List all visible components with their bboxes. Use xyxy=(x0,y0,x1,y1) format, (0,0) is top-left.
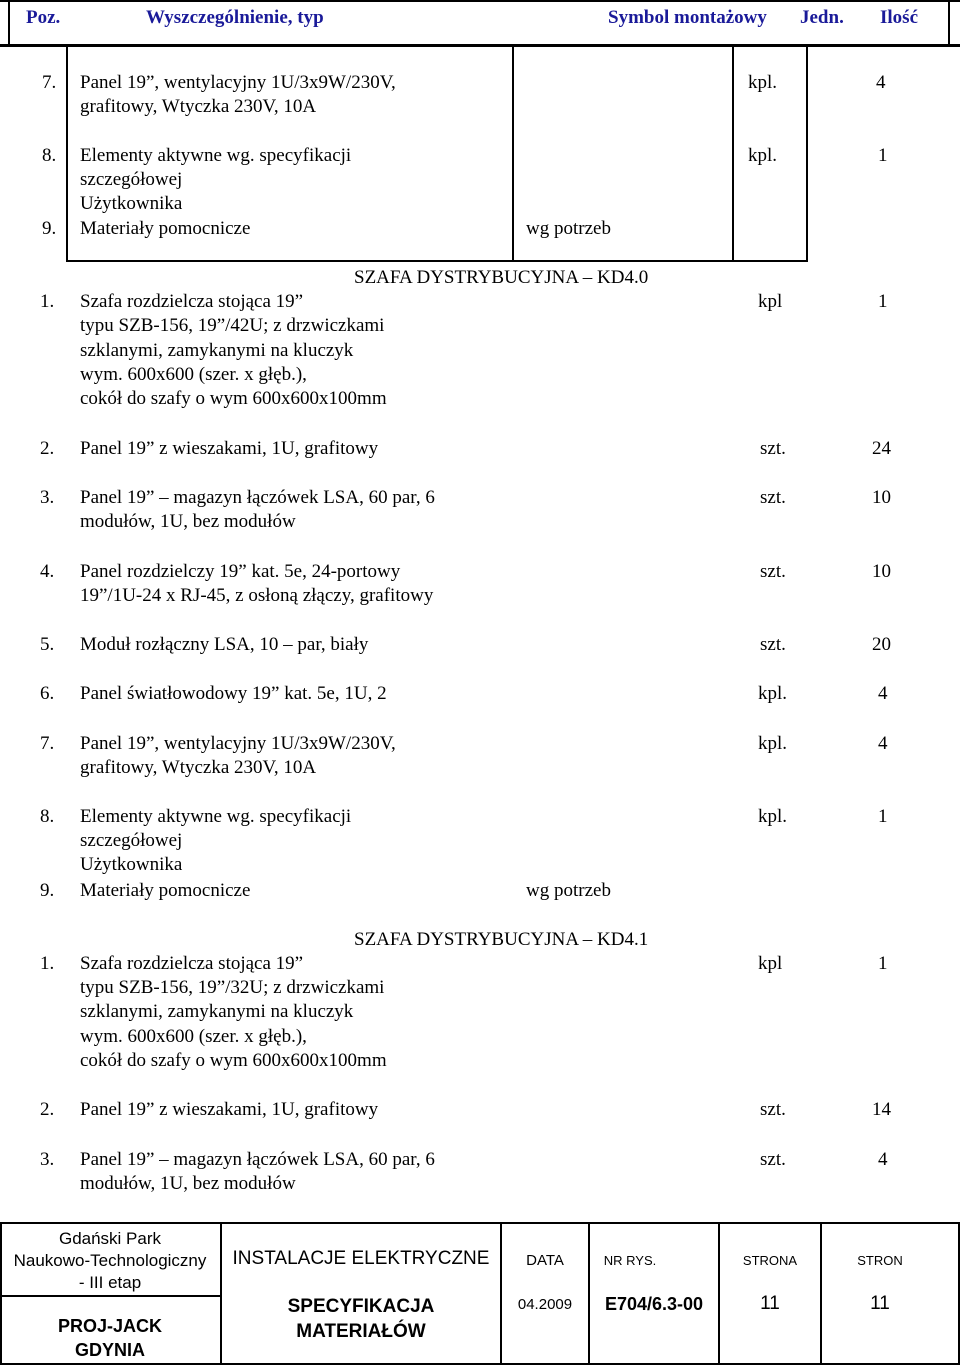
section-title: SZAFA DYSTRYBUCYJNA – KD4.1 xyxy=(354,929,649,950)
drawing-number-value: E704/6.3-00 xyxy=(604,1294,704,1314)
row-qty: 20 xyxy=(872,634,891,655)
row-description-line: wym. 600x600 (szer. x głęb.), xyxy=(80,364,307,385)
company-name-line: PROJ-JACK xyxy=(57,1316,163,1336)
row-unit: szt. xyxy=(760,1149,786,1170)
row-description-line: Panel rozdzielczy 19” kat. 5e, 24-portowy xyxy=(80,561,401,582)
row-qty: 4 xyxy=(878,683,888,704)
header-unit: Jedn. xyxy=(800,7,844,28)
row-number: 9. xyxy=(42,218,57,239)
row-description-line: Materiały pomocnicze xyxy=(80,880,251,901)
row-qty: 4 xyxy=(876,72,886,93)
row-description-line: Użytkownika xyxy=(80,193,183,214)
row-qty: 1 xyxy=(878,145,888,166)
row-description-line: szczegółowej xyxy=(80,830,183,851)
row-unit: szt. xyxy=(760,1099,786,1120)
document-title-line: SPECYFIKACJA xyxy=(287,1296,435,1317)
row-symbol: wg potrzeb xyxy=(526,880,611,901)
page-label: STRONA xyxy=(742,1253,798,1268)
row-description-line: Elementy aktywne wg. specyfikacji xyxy=(80,806,352,827)
row-number: 1. xyxy=(40,953,55,974)
row-description-line: grafitowy, Wtyczka 230V, 10A xyxy=(80,96,317,117)
row-unit: szt. xyxy=(760,487,786,508)
date-label: DATA xyxy=(526,1252,564,1269)
row-number: 2. xyxy=(40,438,55,459)
row-description-line: szklanymi, zamykanymi na kluczyk xyxy=(80,1001,354,1022)
row-description-line: Materiały pomocnicze xyxy=(80,218,251,239)
row-description-line: Panel 19”, wentylacyjny 1U/3x9W/230V, xyxy=(80,72,396,93)
row-qty: 1 xyxy=(878,953,888,974)
row-unit: kpl. xyxy=(758,806,788,827)
row-number: 6. xyxy=(40,683,55,704)
row-unit: kpl. xyxy=(748,72,778,93)
row-number: 2. xyxy=(40,1099,55,1120)
row-description-line: Moduł rozłączny LSA, 10 – par, biały xyxy=(80,634,369,655)
row-description-line: Panel 19” – magazyn łączówek LSA, 60 par, 6 xyxy=(80,487,435,508)
row-number: 7. xyxy=(40,733,55,754)
total-pages-value: 11 xyxy=(870,1293,890,1314)
row-symbol: wg potrzeb xyxy=(526,218,611,239)
row-description-line: Elementy aktywne wg. specyfikacji xyxy=(80,145,352,166)
row-number: 8. xyxy=(40,806,55,827)
document-title-line: MATERIAŁÓW xyxy=(296,1321,426,1342)
org-name xyxy=(0,1228,220,1294)
row-description-line: Panel 19” z wieszakami, 1U, grafitowy xyxy=(80,1099,379,1120)
row-description-line: Szafa rozdzielcza stojąca 19” xyxy=(80,291,304,312)
row-qty: 4 xyxy=(878,733,888,754)
row-unit: kpl. xyxy=(758,733,788,754)
row-description-line: cokół do szafy o wym 600x600x100mm xyxy=(80,388,387,409)
row-number: 1. xyxy=(40,291,55,312)
row-number: 3. xyxy=(40,487,55,508)
row-qty: 14 xyxy=(872,1099,891,1120)
page-value: 11 xyxy=(760,1293,780,1314)
header-qty: Ilość xyxy=(880,7,918,28)
row-description-line: 19”/1U-24 x RJ-45, z osłoną złączy, grafitowy xyxy=(80,585,434,606)
row-number: 3. xyxy=(40,1149,55,1170)
row-unit: kpl. xyxy=(748,145,778,166)
row-description-line: typu SZB-156, 19”/32U; z drzwiczkami xyxy=(80,977,385,998)
row-description-line: cokół do szafy o wym 600x600x100mm xyxy=(80,1050,387,1071)
row-number: 9. xyxy=(40,880,55,901)
row-description-line: grafitowy, Wtyczka 230V, 10A xyxy=(80,757,317,778)
org-name-line: Gdański Park xyxy=(58,1229,162,1248)
row-number: 8. xyxy=(42,145,57,166)
row-qty: 24 xyxy=(872,438,891,459)
row-qty: 1 xyxy=(878,291,888,312)
header-pos: Poz. xyxy=(26,7,61,28)
row-description-line: Panel światłowodowy 19” kat. 5e, 1U, 2 xyxy=(80,683,387,704)
header-symbol: Symbol montażowy xyxy=(608,7,767,28)
row-qty: 10 xyxy=(872,561,891,582)
row-description-line: Szafa rozdzielcza stojąca 19” xyxy=(80,953,304,974)
row-description-line: szczegółowej xyxy=(80,169,183,190)
row-description-line: modułów, 1U, bez modułów xyxy=(80,511,296,532)
company-name xyxy=(0,1314,220,1362)
document-title xyxy=(222,1294,500,1344)
row-unit: szt. xyxy=(760,634,786,655)
row-description-line: Użytkownika xyxy=(80,854,183,875)
total-pages-label: STRON xyxy=(857,1253,903,1268)
discipline: INSTALACJE ELEKTRYCZNE xyxy=(232,1248,490,1269)
row-unit: szt. xyxy=(760,561,786,582)
row-description-line: modułów, 1U, bez modułów xyxy=(80,1173,296,1194)
date-value: 04.2009 xyxy=(517,1296,573,1313)
row-qty: 1 xyxy=(878,806,888,827)
row-unit: szt. xyxy=(760,438,786,459)
row-description-line: Panel 19”, wentylacyjny 1U/3x9W/230V, xyxy=(80,733,396,754)
row-qty: 10 xyxy=(872,487,891,508)
drawing-number-label: NR RYS. xyxy=(603,1253,657,1268)
row-unit: kpl xyxy=(758,291,783,312)
row-number: 5. xyxy=(40,634,55,655)
row-number: 4. xyxy=(40,561,55,582)
row-number: 7. xyxy=(42,72,57,93)
org-name-line: Naukowo-Technologiczny xyxy=(13,1251,207,1270)
row-description-line: Panel 19” – magazyn łączówek LSA, 60 par, 6 xyxy=(80,1149,435,1170)
row-description-line: typu SZB-156, 19”/42U; z drzwiczkami xyxy=(80,315,385,336)
company-name-line: GDYNIA xyxy=(74,1340,145,1360)
row-description-line: wym. 600x600 (szer. x głęb.), xyxy=(80,1026,307,1047)
org-name-line: - III etap xyxy=(78,1273,142,1292)
row-description-line: szklanymi, zamykanymi na kluczyk xyxy=(80,340,354,361)
row-unit: kpl. xyxy=(758,683,788,704)
section-title: SZAFA DYSTRYBUCYJNA – KD4.0 xyxy=(354,267,649,288)
row-unit: kpl xyxy=(758,953,783,974)
row-qty: 4 xyxy=(878,1149,888,1170)
row-description-line: Panel 19” z wieszakami, 1U, grafitowy xyxy=(80,438,379,459)
header-description: Wyszczególnienie, typ xyxy=(146,7,324,28)
